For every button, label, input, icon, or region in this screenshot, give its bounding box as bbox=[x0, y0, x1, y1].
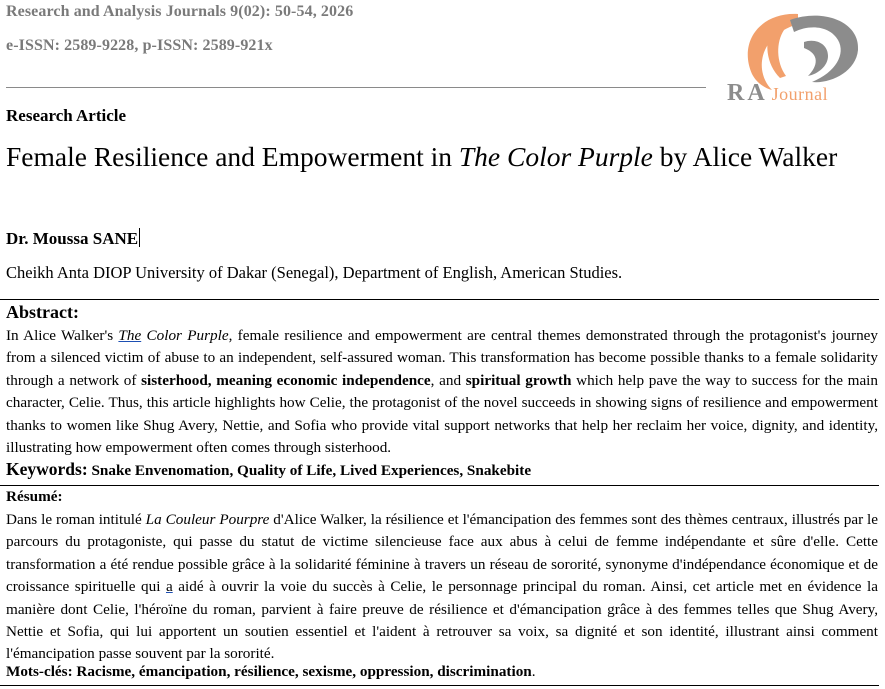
author-name bbox=[6, 228, 140, 249]
mots-cles-end: . bbox=[531, 663, 536, 680]
section-divider bbox=[0, 299, 879, 300]
keywords-label: Keywords: bbox=[6, 459, 88, 479]
mots-cles-values: Racisme, émancipation, résilience, sexisme, oppression, discrimination bbox=[72, 663, 532, 680]
title-part: Female Resilience and Empowerment in bbox=[6, 141, 459, 172]
abstract-text: which help pave the way to success for the main character, Celie. Thus, this article highlights how Celie, the protagonist of the novel succeeds in showing signs of resilience and empowerment thanks to women like Shug Avery, Nettie, and Sofia who provide vital support networks that help her reclaim her voice, dignity, and identity, illustrating how empowerment often comes through sisterhood. bbox=[6, 371, 879, 457]
section-divider bbox=[0, 685, 879, 686]
issn-line: e-ISSN: 2589-9228, p-ISSN: 2589-921x bbox=[6, 37, 273, 54]
logo-wordmark bbox=[727, 80, 828, 107]
keywords-line bbox=[6, 459, 531, 480]
resume-underlined-word: a bbox=[165, 578, 173, 596]
logo-text-journal: Journal bbox=[771, 84, 829, 104]
abstract-underlined-word: The bbox=[118, 327, 142, 344]
resume-text: d'Alice Walker, la résilience et l'émancipation des femmes sont des thèmes centraux, illustrés par le parcours du protagoniste, qui passe du statut de victime silencieuse face aux abus à celui de femme indépendante et sûre d'elle. Cette transformation a été rendue possible grâce à la solidarité féminine à travers un réseau de sororité, synonyme d'indépendance économique et de croissance spirituelle qui bbox=[6, 511, 879, 596]
title-part: by Alice Walker bbox=[652, 141, 838, 172]
abstract-heading: Abstract: bbox=[6, 302, 79, 322]
abstract-emphasis: spiritual growth bbox=[465, 371, 572, 389]
abstract-emphasis: sisterhood, meaning economic independence bbox=[141, 371, 431, 389]
mots-cles-line bbox=[6, 663, 536, 681]
abstract-text: , and bbox=[430, 371, 466, 389]
header-divider bbox=[6, 87, 706, 88]
title-book-name: The Color Purple bbox=[458, 141, 653, 172]
article-title bbox=[6, 139, 866, 175]
resume-text: Dans le roman intitulé bbox=[6, 511, 146, 528]
resume-text: aidé à ouvrir la voie du succès à Celie, le personnage principal du roman. Ainsi, cet article met en évidence la manière dont Celie, l'héroïne du roman, parvient à faire preuve de résilience et d'émancipation grâce à des femmes telles que Shug Avery, Nettie et Sofia, qui lui apportent un soutien essentiel et l'aident à retrouver sa voix, sa dignité et son identité, illustrant ainsi comment l'émancipation passe souvent par la sororité. bbox=[6, 578, 878, 663]
abstract-text: In Alice Walker's bbox=[6, 327, 119, 344]
resume-body bbox=[6, 509, 878, 666]
resume-book-name: La Couleur Pourpre bbox=[145, 511, 270, 528]
article-type: Research Article bbox=[6, 106, 127, 125]
keywords-values: Snake Envenomation, Quality of Life, Lived Experiences, Snakebite bbox=[87, 462, 532, 479]
mots-cles-label: Mots-clés: bbox=[6, 663, 73, 680]
abstract-book-name: Color Purple bbox=[146, 327, 229, 344]
section-divider bbox=[0, 485, 879, 486]
author-affiliation: Cheikh Anta DIOP University of Dakar (Senegal), Department of English, American Studies. bbox=[6, 263, 623, 282]
journal-citation: Research and Analysis Journals 9(02): 50-54, 2026 bbox=[6, 3, 354, 20]
text-cursor bbox=[139, 228, 140, 247]
abstract-text: , female resilience and empowerment are central themes demonstrated through the protagonist's journey from a silenced victim of abuse to an independent, self-assured woman. This transformation has become possible thanks to a female solidarity through a network of bbox=[6, 327, 879, 389]
logo-text-ra: RA bbox=[727, 80, 768, 106]
resume-heading: Résumé: bbox=[6, 488, 63, 505]
author-text: Dr. Moussa SANE bbox=[6, 229, 139, 248]
abstract-body bbox=[6, 325, 878, 459]
